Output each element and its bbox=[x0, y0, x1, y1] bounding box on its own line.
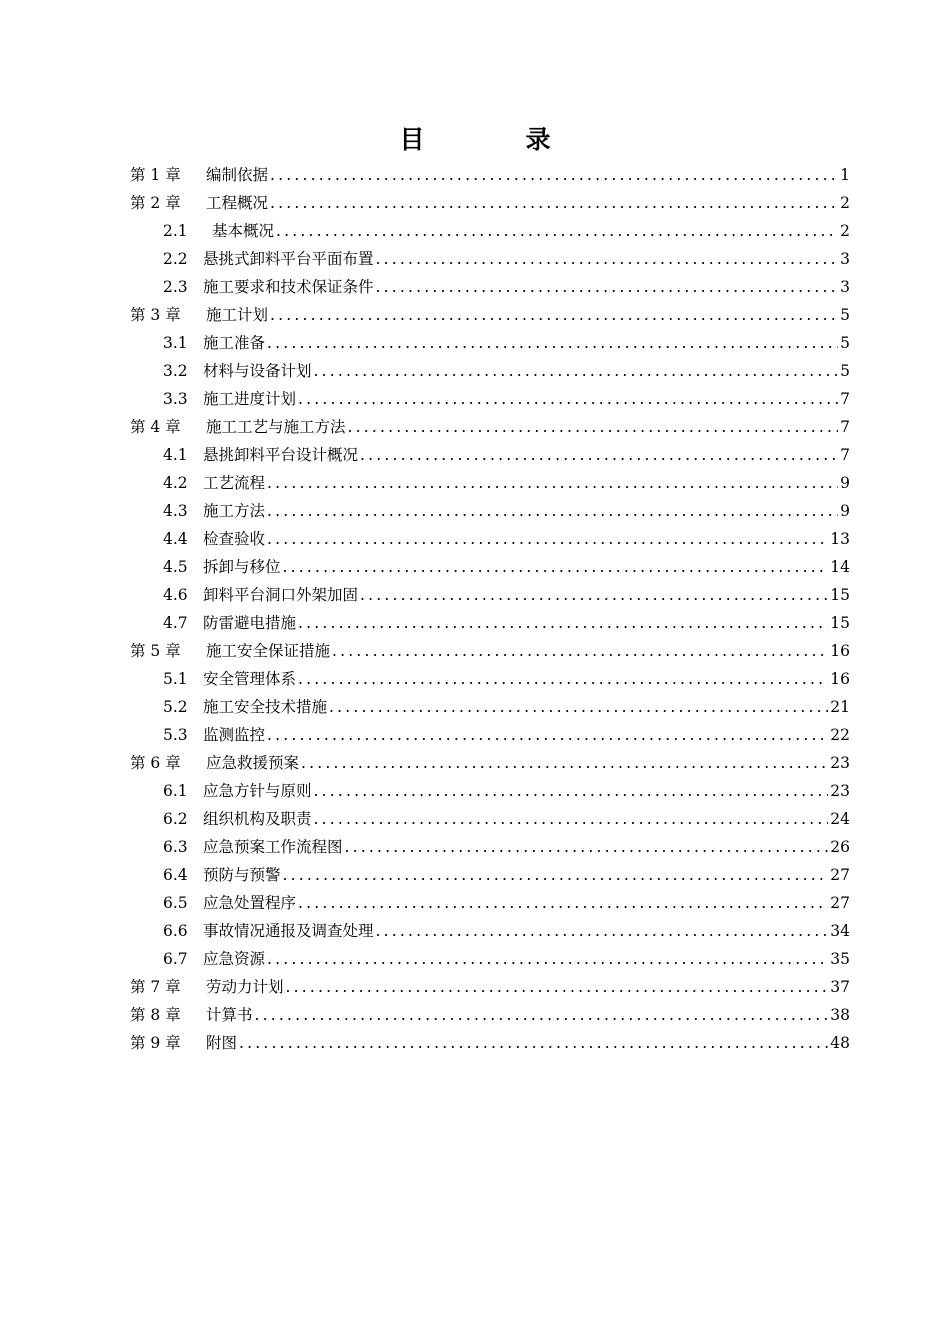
toc-entry-page-number: 14 bbox=[830, 558, 850, 576]
toc-entry-number: 5.1 bbox=[163, 670, 188, 688]
toc-dot-leader bbox=[283, 553, 829, 581]
toc-entry-number: 4.5 bbox=[163, 558, 188, 576]
toc-chapter-entry[interactable] bbox=[130, 1029, 850, 1057]
toc-dot-leader bbox=[314, 357, 839, 385]
table-of-contents bbox=[130, 161, 850, 1057]
toc-entry-title: 施工要求和技术保证条件 bbox=[203, 278, 374, 296]
toc-entry-number: 3.3 bbox=[163, 390, 188, 408]
toc-section-entry[interactable] bbox=[130, 217, 850, 245]
toc-entry-number: 6.1 bbox=[163, 782, 188, 800]
toc-section-entry[interactable] bbox=[130, 777, 850, 805]
toc-section-entry[interactable] bbox=[130, 525, 850, 553]
toc-dot-leader bbox=[298, 609, 828, 637]
toc-entry-title: 应急方针与原则 bbox=[203, 782, 312, 800]
toc-entry-number: 2.2 bbox=[163, 250, 188, 268]
toc-entry-number: 3.2 bbox=[163, 362, 188, 380]
toc-dot-leader bbox=[298, 385, 838, 413]
toc-section-entry[interactable] bbox=[130, 917, 850, 945]
toc-entry-title: 劳动力计划 bbox=[206, 978, 284, 996]
toc-dot-leader bbox=[267, 469, 838, 497]
toc-entry-title: 工程概况 bbox=[206, 194, 269, 212]
toc-entry-page-number: 7 bbox=[840, 418, 850, 436]
toc-section-entry[interactable] bbox=[130, 805, 850, 833]
toc-dot-leader bbox=[298, 665, 828, 693]
toc-section-entry[interactable] bbox=[130, 581, 850, 609]
toc-entry-page-number: 1 bbox=[840, 166, 850, 184]
toc-entry-number: 3.1 bbox=[163, 334, 188, 352]
toc-dot-leader bbox=[301, 749, 828, 777]
toc-entry-title: 应急预案工作流程图 bbox=[203, 838, 343, 856]
toc-dot-leader bbox=[298, 889, 828, 917]
toc-entry-number: 6.5 bbox=[163, 894, 188, 912]
toc-entry-title: 应急处置程序 bbox=[203, 894, 297, 912]
toc-entry-number: 4.1 bbox=[163, 446, 188, 464]
toc-section-entry[interactable] bbox=[130, 861, 850, 889]
toc-entry-page-number: 5 bbox=[840, 334, 850, 352]
toc-dot-leader bbox=[332, 637, 828, 665]
toc-entry-title: 施工工艺与施工方法 bbox=[206, 418, 346, 436]
toc-entry-title: 防雷避电措施 bbox=[203, 614, 297, 632]
toc-entry-page-number: 2 bbox=[840, 222, 850, 240]
toc-entry-title: 安全管理体系 bbox=[203, 670, 297, 688]
toc-entry-title: 监测监控 bbox=[203, 726, 266, 744]
toc-chapter-entry[interactable] bbox=[130, 637, 850, 665]
toc-entry-page-number: 16 bbox=[830, 642, 850, 660]
toc-chapter-entry[interactable] bbox=[130, 161, 850, 189]
toc-section-entry[interactable] bbox=[130, 889, 850, 917]
toc-entry-page-number: 2 bbox=[840, 194, 850, 212]
toc-entry-page-number: 7 bbox=[840, 446, 850, 464]
toc-dot-leader bbox=[360, 441, 838, 469]
toc-entry-page-number: 27 bbox=[830, 894, 850, 912]
toc-dot-leader bbox=[267, 525, 828, 553]
toc-entry-page-number: 34 bbox=[830, 922, 850, 940]
toc-section-entry[interactable] bbox=[130, 245, 850, 273]
toc-dot-leader bbox=[329, 693, 828, 721]
toc-entry-number: 第 3 章 bbox=[130, 306, 181, 324]
toc-dot-leader bbox=[270, 161, 838, 189]
toc-section-entry[interactable] bbox=[130, 693, 850, 721]
toc-dot-leader bbox=[360, 581, 828, 609]
toc-entry-title: 基本概况 bbox=[212, 222, 275, 240]
toc-entry-number: 4.3 bbox=[163, 502, 188, 520]
toc-entry-page-number: 13 bbox=[830, 530, 850, 548]
toc-dot-leader bbox=[314, 805, 829, 833]
toc-dot-leader bbox=[239, 1029, 828, 1057]
toc-dot-leader bbox=[267, 497, 838, 525]
toc-section-entry[interactable] bbox=[130, 329, 850, 357]
toc-entry-title: 事故情况通报及调查处理 bbox=[203, 922, 374, 940]
toc-entry-number: 第 2 章 bbox=[130, 194, 181, 212]
toc-entry-title: 材料与设备计划 bbox=[203, 362, 312, 380]
toc-entry-title: 悬挑卸料平台设计概况 bbox=[203, 446, 359, 464]
toc-dot-leader bbox=[267, 945, 828, 973]
toc-entry-page-number: 26 bbox=[830, 838, 850, 856]
toc-entry-page-number: 21 bbox=[830, 698, 850, 716]
toc-dot-leader bbox=[255, 1001, 829, 1029]
toc-entry-page-number: 9 bbox=[840, 474, 850, 492]
toc-entry-title: 组织机构及职责 bbox=[203, 810, 312, 828]
toc-section-entry[interactable] bbox=[130, 665, 850, 693]
toc-section-entry[interactable] bbox=[130, 833, 850, 861]
toc-entry-title: 工艺流程 bbox=[203, 474, 266, 492]
toc-entry-page-number: 27 bbox=[830, 866, 850, 884]
toc-entry-page-number: 35 bbox=[830, 950, 850, 968]
toc-entry-title: 施工准备 bbox=[203, 334, 266, 352]
toc-entry-page-number: 7 bbox=[840, 390, 850, 408]
toc-chapter-entry[interactable] bbox=[130, 1001, 850, 1029]
toc-entry-page-number: 5 bbox=[840, 362, 850, 380]
toc-entry-number: 4.2 bbox=[163, 474, 188, 492]
toc-entry-title: 施工方法 bbox=[203, 502, 266, 520]
toc-dot-leader bbox=[267, 721, 828, 749]
toc-entry-title: 预防与预警 bbox=[203, 866, 281, 884]
toc-entry-number: 6.4 bbox=[163, 866, 188, 884]
toc-entry-title: 编制依据 bbox=[206, 166, 269, 184]
toc-entry-page-number: 24 bbox=[830, 810, 850, 828]
toc-entry-title: 施工计划 bbox=[206, 306, 269, 324]
toc-entry-page-number: 15 bbox=[830, 614, 850, 632]
toc-entry-number: 6.6 bbox=[163, 922, 188, 940]
toc-dot-leader bbox=[270, 189, 838, 217]
toc-entry-page-number: 48 bbox=[830, 1034, 850, 1052]
toc-entry-page-number: 22 bbox=[830, 726, 850, 744]
toc-entry-number: 5.2 bbox=[163, 698, 188, 716]
toc-entry-number: 第 5 章 bbox=[130, 642, 181, 660]
toc-entry-number: 6.3 bbox=[163, 838, 188, 856]
toc-entry-number: 第 1 章 bbox=[130, 166, 181, 184]
toc-dot-leader bbox=[314, 777, 829, 805]
toc-section-entry[interactable] bbox=[130, 945, 850, 973]
toc-chapter-entry[interactable] bbox=[130, 749, 850, 777]
toc-section-entry[interactable] bbox=[130, 385, 850, 413]
toc-entry-page-number: 23 bbox=[830, 754, 850, 772]
toc-entry-page-number: 5 bbox=[840, 306, 850, 324]
toc-chapter-entry[interactable] bbox=[130, 973, 850, 1001]
toc-dot-leader bbox=[376, 245, 839, 273]
toc-entry-title: 应急救援预案 bbox=[206, 754, 300, 772]
toc-entry-number: 4.6 bbox=[163, 586, 188, 604]
toc-section-entry[interactable] bbox=[130, 553, 850, 581]
toc-entry-page-number: 38 bbox=[830, 1006, 850, 1024]
toc-entry-number: 5.3 bbox=[163, 726, 188, 744]
toc-entry-number: 第 6 章 bbox=[130, 754, 181, 772]
toc-dot-leader bbox=[283, 861, 829, 889]
toc-entry-page-number: 37 bbox=[830, 978, 850, 996]
toc-dot-leader bbox=[348, 413, 839, 441]
toc-dot-leader bbox=[286, 973, 829, 1001]
toc-entry-number: 第 8 章 bbox=[130, 1006, 181, 1024]
toc-section-entry[interactable] bbox=[130, 273, 850, 301]
toc-chapter-entry[interactable] bbox=[130, 189, 850, 217]
toc-entry-number: 第 7 章 bbox=[130, 978, 181, 996]
toc-entry-title: 施工进度计划 bbox=[203, 390, 297, 408]
toc-section-entry[interactable] bbox=[130, 721, 850, 749]
toc-chapter-entry[interactable] bbox=[130, 301, 850, 329]
toc-entry-page-number: 15 bbox=[830, 586, 850, 604]
toc-dot-leader bbox=[376, 273, 839, 301]
toc-entry-number: 2.3 bbox=[163, 278, 188, 296]
toc-section-entry[interactable] bbox=[130, 497, 850, 525]
toc-section-entry[interactable] bbox=[130, 609, 850, 637]
toc-dot-leader bbox=[270, 301, 838, 329]
toc-entry-page-number: 9 bbox=[840, 502, 850, 520]
toc-entry-title: 施工安全保证措施 bbox=[206, 642, 331, 660]
toc-entry-number: 6.2 bbox=[163, 810, 188, 828]
toc-entry-title: 卸料平台洞口外架加固 bbox=[203, 586, 359, 604]
toc-entry-page-number: 3 bbox=[840, 250, 850, 268]
toc-dot-leader bbox=[267, 329, 838, 357]
toc-dot-leader bbox=[345, 833, 829, 861]
toc-section-entry[interactable] bbox=[130, 441, 850, 469]
toc-entry-page-number: 16 bbox=[830, 670, 850, 688]
toc-entry-number: 2.1 bbox=[163, 222, 188, 240]
toc-entry-number: 4.4 bbox=[163, 530, 188, 548]
toc-section-entry[interactable] bbox=[130, 469, 850, 497]
toc-entry-title: 施工安全技术措施 bbox=[203, 698, 328, 716]
toc-entry-page-number: 3 bbox=[840, 278, 850, 296]
toc-entry-title: 计算书 bbox=[206, 1006, 253, 1024]
toc-entry-title: 悬挑式卸料平台平面布置 bbox=[203, 250, 374, 268]
toc-entry-title: 附图 bbox=[206, 1034, 238, 1052]
toc-chapter-entry[interactable] bbox=[130, 413, 850, 441]
toc-section-entry[interactable] bbox=[130, 357, 850, 385]
toc-entry-number: 4.7 bbox=[163, 614, 188, 632]
toc-dot-leader bbox=[276, 217, 838, 245]
toc-entry-title: 检查验收 bbox=[203, 530, 266, 548]
toc-entry-page-number: 23 bbox=[830, 782, 850, 800]
page-title: 目 录 bbox=[399, 125, 589, 154]
toc-entry-title: 应急资源 bbox=[203, 950, 266, 968]
toc-dot-leader bbox=[376, 917, 829, 945]
toc-entry-number: 第 4 章 bbox=[130, 418, 181, 436]
toc-entry-title: 拆卸与移位 bbox=[203, 558, 281, 576]
toc-entry-number: 第 9 章 bbox=[130, 1034, 181, 1052]
toc-entry-number: 6.7 bbox=[163, 950, 188, 968]
